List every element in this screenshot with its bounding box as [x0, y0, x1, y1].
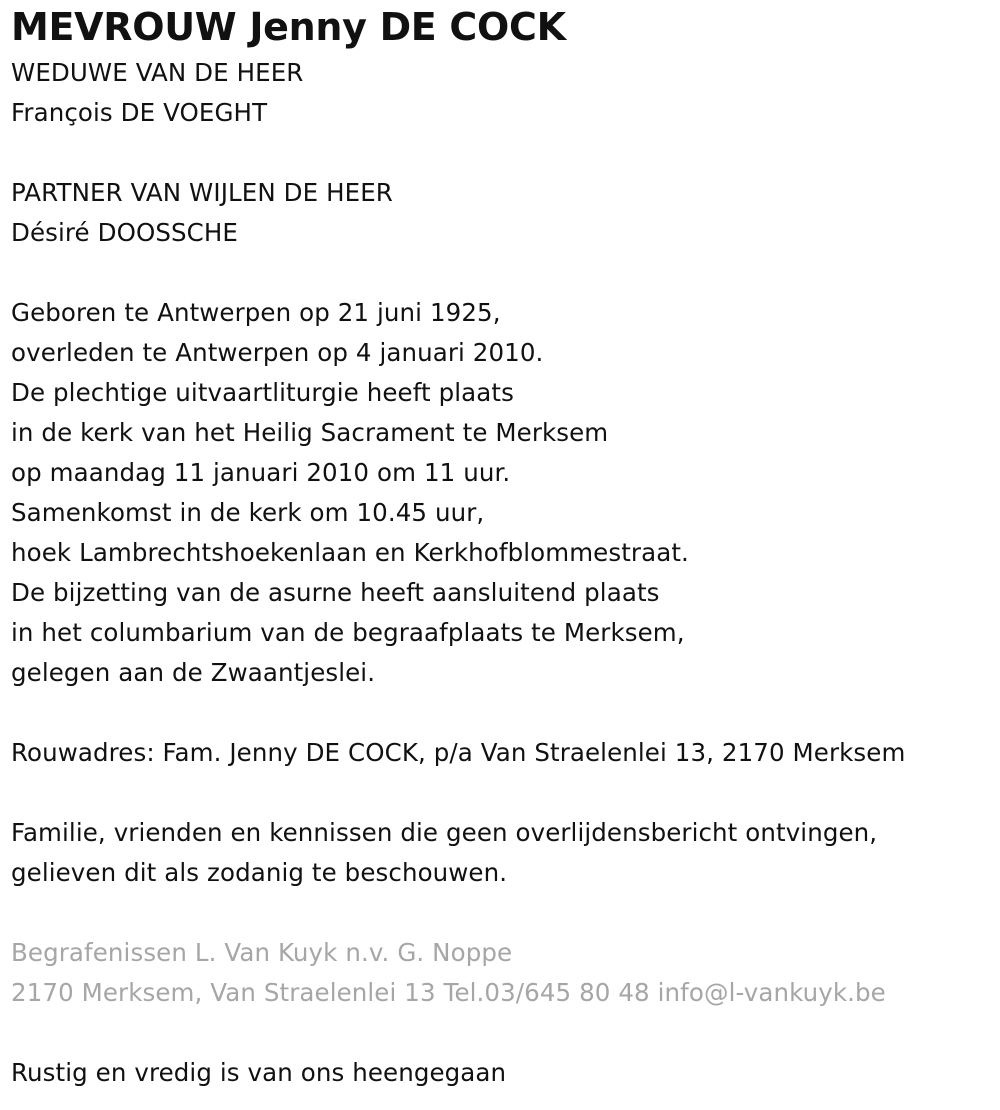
notice-line-2: gelieven dit als zodanig te beschouwen. [11, 858, 508, 887]
funeral-home-line-1: Begrafenissen L. Van Kuyk n.v. G. Noppe [11, 938, 513, 967]
details-line-10: gelegen aan de Zwaantjeslei. [11, 658, 376, 687]
partner-line-2: Désiré DOOSSCHE [11, 218, 238, 247]
widow-line-1: WEDUWE VAN DE HEER [11, 58, 304, 87]
partner-line-1: PARTNER VAN WIJLEN DE HEER [11, 178, 393, 207]
details-line-6: Samenkomst in de kerk om 10.45 uur, [11, 498, 485, 527]
details-line-9: in het columbarium van de begraafplaats te Merksem, [11, 618, 685, 647]
details-line-8: De bijzetting van de asurne heeft aansluitend plaats [11, 578, 660, 607]
details-line-5: op maandag 11 januari 2010 om 11 uur. [11, 458, 511, 487]
details-line-3: De plechtige uitvaartliturgie heeft plaats [11, 378, 514, 407]
details-line-7: hoek Lambrechtshoekenlaan en Kerkhofblommestraat. [11, 538, 689, 567]
closing-line: Rustig en vredig is van ons heengegaan [11, 1058, 507, 1087]
widow-line-2: François DE VOEGHT [11, 98, 268, 127]
mourning-address-line: Rouwadres: Fam. Jenny DE COCK, p/a Van Straelenlei 13, 2170 Merksem [11, 738, 906, 767]
details-line-4: in de kerk van het Heilig Sacrament te Merksem [11, 418, 609, 447]
details-line-2: overleden te Antwerpen op 4 januari 2010. [11, 338, 544, 367]
notice-line-1: Familie, vrienden en kennissen die geen overlijdensbericht ontvingen, [11, 818, 878, 847]
funeral-home-line-2: 2170 Merksem, Van Straelenlei 13 Tel.03/645 80 48 info@l-vankuyk.be [11, 978, 886, 1007]
details-line-1: Geboren te Antwerpen op 21 juni 1925, [11, 298, 501, 327]
deceased-name-title: MEVROUW Jenny DE COCK [11, 5, 566, 49]
